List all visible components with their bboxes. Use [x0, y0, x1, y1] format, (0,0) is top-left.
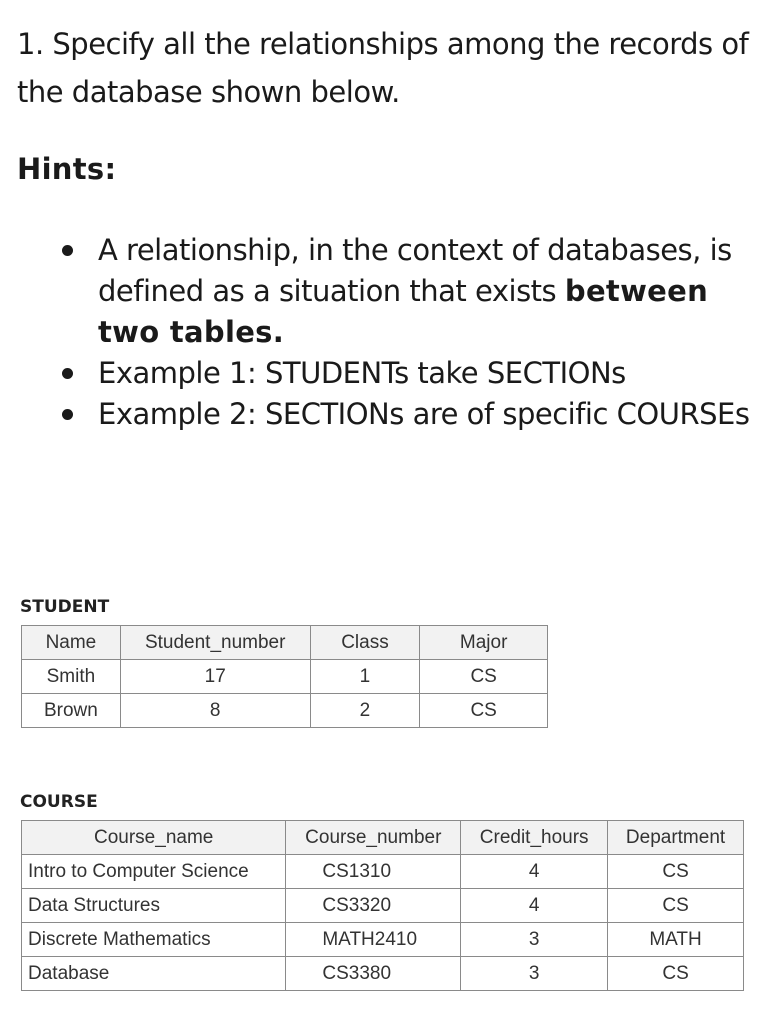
hint-bold-text: between two tables. [98, 274, 709, 349]
column-header: Credit_hours [461, 821, 608, 855]
table-header-row [22, 626, 548, 660]
column-header: Student_number [120, 626, 310, 660]
table-row [22, 957, 744, 991]
bullet-icon [62, 245, 73, 256]
table-cell: Smith [22, 660, 121, 694]
table-cell: 2 [310, 694, 420, 728]
hint-item [60, 353, 750, 394]
column-header: Course_number [286, 821, 461, 855]
course-table-title: COURSE [20, 792, 98, 812]
table-row [22, 923, 744, 957]
table-cell: CS3320 [286, 889, 461, 923]
hint-list [60, 230, 750, 435]
table-cell: Data Structures [22, 889, 286, 923]
table-cell: 1 [310, 660, 420, 694]
hint-text: A relationship, in the context of databases, is defined as a situation that exists [98, 233, 732, 308]
table-cell: 8 [120, 694, 310, 728]
table-cell: 4 [461, 855, 608, 889]
column-header: Major [420, 626, 548, 660]
table-cell: Brown [22, 694, 121, 728]
table-cell: Intro to Computer Science [22, 855, 286, 889]
table-cell: 17 [120, 660, 310, 694]
hint-text: Example 2: SECTIONs are of specific COURSEs [98, 397, 750, 431]
student-table [21, 625, 548, 728]
course-table [21, 820, 744, 991]
column-header: Name [22, 626, 121, 660]
table-cell: MATH [608, 923, 744, 957]
table-header-row [22, 821, 744, 855]
column-header: Class [310, 626, 420, 660]
table-cell: CS [608, 889, 744, 923]
table-cell: CS [608, 855, 744, 889]
table-cell: CS [420, 694, 548, 728]
table-cell: 3 [461, 923, 608, 957]
table-row [22, 889, 744, 923]
table-cell: CS [608, 957, 744, 991]
table-cell: Database [22, 957, 286, 991]
table-row [22, 694, 548, 728]
table-cell: CS1310 [286, 855, 461, 889]
column-header: Department [608, 821, 744, 855]
table-cell: 3 [461, 957, 608, 991]
hint-text: Example 1: STUDENTs take SECTIONs [98, 356, 626, 390]
table-cell: 4 [461, 889, 608, 923]
table-row [22, 660, 548, 694]
bullet-icon [62, 368, 73, 379]
hint-item [60, 230, 750, 353]
table-cell: CS [420, 660, 548, 694]
hint-item [60, 394, 750, 435]
table-cell: MATH2410 [286, 923, 461, 957]
table-cell: CS3380 [286, 957, 461, 991]
student-table-title: STUDENT [20, 597, 110, 617]
bullet-icon [62, 409, 73, 420]
hints-heading: Hints: [17, 152, 117, 186]
column-header: Course_name [22, 821, 286, 855]
table-cell: Discrete Mathematics [22, 923, 286, 957]
table-row [22, 855, 744, 889]
question-text: 1. Specify all the relationships among the records of the database shown below. [17, 27, 749, 109]
